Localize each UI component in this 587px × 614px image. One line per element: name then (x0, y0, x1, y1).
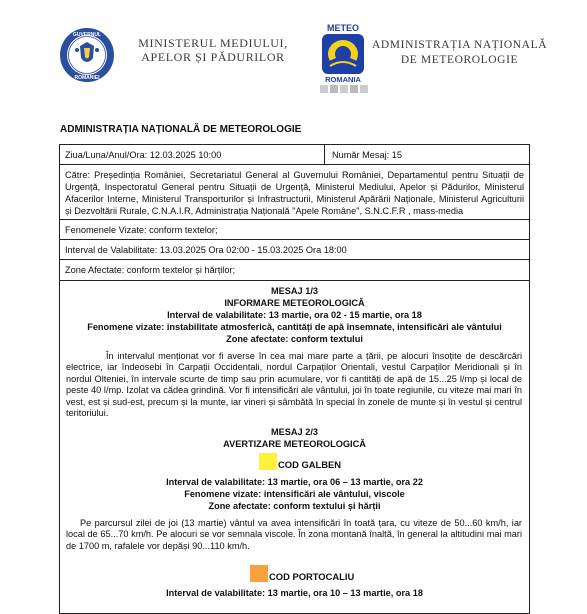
document-title: ADMINISTRAȚIA NAȚIONALĂ DE METEOROLOGIE (60, 124, 302, 135)
recipients-row: Către: Președinția României, Secretariatul General al Guvernului României, Departamentul pentru Situații de Urgență, Inspectoratul General pentru Situații de Urgență, Ministerul Mediului, Apelor și Pădurilor, Ministerul Afacerilor Interne, Ministerul Transporturilor și Infrastructurii, Ministerul Apărării Naționale, Ministerul Agriculturii și Dezvoltării Rurale, C.N.A.I.R, Administrația Națională "Apele Române", S.N.C.F.R , mass-media (60, 165, 529, 220)
ministry-name (128, 36, 298, 64)
anm-name (372, 38, 547, 68)
phenomena-row: Fenomenele Vizate: conform textelor; (60, 220, 529, 240)
yellow-code-label: COD GALBEN (278, 459, 342, 470)
ministry-line-1: MINISTERUL MEDIULUI, (138, 36, 288, 50)
message-2-text: Pe parcursul zilei de joi (13 martie) vântul va avea intensificări în toată țara, cu viteze de 50...60 km/h, iar local de 65...70 km/h. Pe alocuri se vor semnala viscole. În zona montană înaltă, în general la altitudini mai mari de 1700 m, rafalele vor depăși 90...110 km/h. (66, 518, 522, 551)
government-seal-icon (58, 26, 116, 84)
message-1-interval: Interval de valabilitate: 13 martie, ora 02 - 15 martie, ora 18 (167, 310, 422, 320)
anm-line-2: DE METEOROLOGIE (400, 54, 519, 66)
anm-line-1: ADMINISTRAȚIA NAȚIONALĂ (372, 39, 548, 51)
message-2-type: AVERTIZARE METEOROLOGICĂ (223, 439, 366, 449)
message-table (59, 144, 530, 614)
page-header (0, 0, 587, 110)
message-1-title: MESAJ 1/3 (271, 286, 318, 296)
message-2-title: MESAJ 2/3 (271, 427, 318, 437)
column-divider (324, 145, 325, 165)
message-2-zones: Zone afectate: conform textului și hărții (208, 501, 381, 511)
svg-text:ROMANIA: ROMANIA (325, 75, 361, 84)
svg-text:METEO: METEO (326, 23, 360, 33)
ministry-line-2: APELOR ȘI PĂDURILOR (141, 50, 285, 64)
svg-text:GUVERNUL: GUVERNUL (72, 32, 102, 38)
yellow-code-swatch (259, 453, 277, 470)
message-1-phenomena: Fenomene vizate: instabilitate atmosferică, cantități de apă însemnate, intensificări ale vântului (87, 322, 502, 332)
message-1-type: INFORMARE METEOROLOGICĂ (224, 298, 365, 308)
message-1-zones: Zone afectate: conform textului (226, 334, 363, 344)
message-2-interval-orange: Interval de valabilitate: 13 martie, ora 10 – 13 martie, ora 18 (166, 588, 423, 598)
zones-row: Zone Afectate: conform textelor și hărților; (60, 260, 529, 281)
orange-code-swatch (250, 565, 268, 582)
svg-text:ROMÂNIEI: ROMÂNIEI (74, 75, 100, 81)
message-2-interval: Interval de valabilitate: 13 martie, ora 06 – 13 martie, ora 22 (166, 477, 423, 487)
orange-code-label: COD PORTOCALIU (269, 571, 355, 582)
issue-date: Ziua/Luna/Anul/Ora: 12.03.2025 10:00 (65, 150, 222, 160)
message-1-text: În intervalul menționat vor fi averse în cea mai mare parte a țării, pe alocuri însoțite de descărcări electrice, iar îndeosebi în Carpații Occidentali, nordul Carpaților Orientali, vestul Carpaților Meridionali și în nordul Olteniei, în intervale scurte de timp sau prin acumulare, vor fi cantități de apă de 15...25 l/mp și local de peste 40 l/mp. Izolat va cădea grindină. Vor fi intensificări ale vântului, joi în toate regiunile, cu viteze mai mari în vest, est și sud-est, precum și la munte, iar vineri și sâmbătă în special în zonele de munte și în vestul și centrul teritoriului. (66, 351, 522, 419)
message-number: Număr Mesaj: 15 (332, 150, 402, 160)
validity-row: Interval de Valabilitate: 13.03.2025 Ora 02:00 - 15.03.2025 Ora 18:00 (60, 240, 529, 260)
message-2-phenomena: Fenomene vizate: intensificări ale vântului, viscole (184, 489, 405, 499)
meteo-romania-logo-icon (316, 22, 370, 98)
table-row-date (60, 145, 529, 165)
